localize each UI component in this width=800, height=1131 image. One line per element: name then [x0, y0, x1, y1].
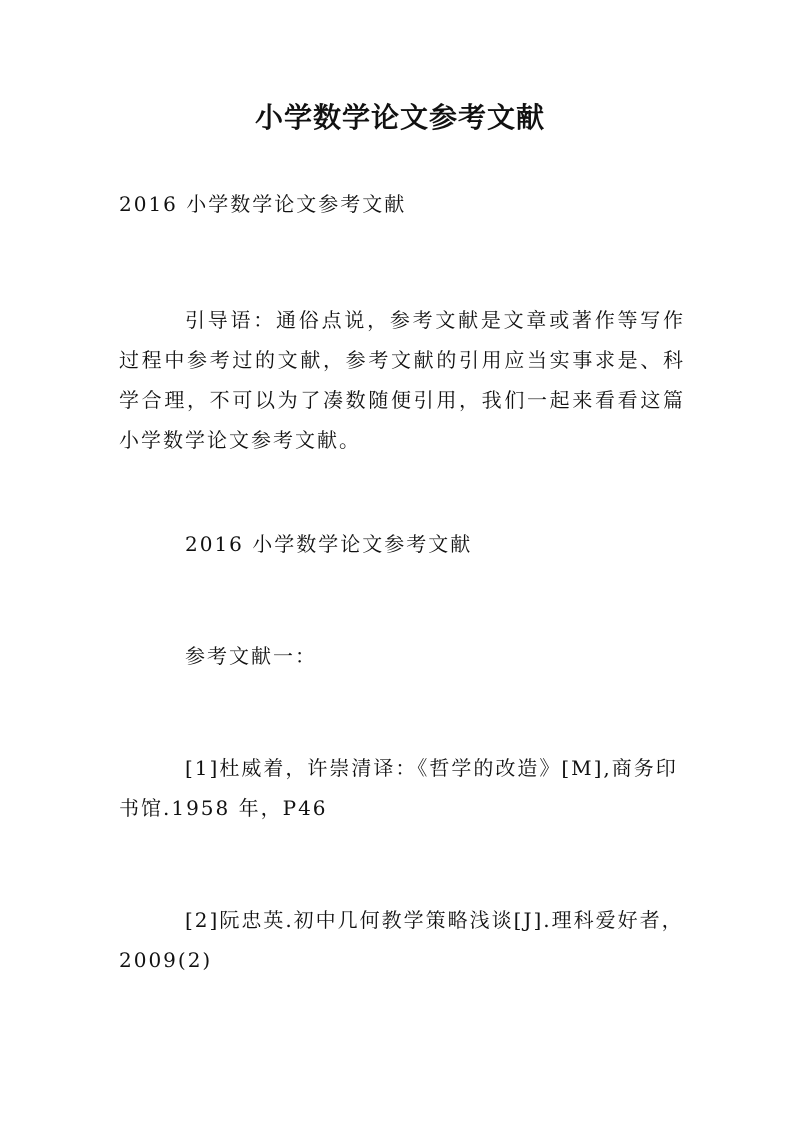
reference-list-heading: 参考文献一：	[185, 644, 317, 668]
intro-paragraph: 引导语：通俗点说，参考文献是文章或著作等写作过程中参考过的文献，参考文献的引用应当实事求是、科学合理，不可以为了凑数随便引用，我们一起来看看这篇小学数学论文参考文献。	[119, 308, 685, 452]
document-subtitle: 2016 小学数学论文参考文献	[119, 192, 407, 216]
reference-item: [1]杜威着，许崇清译：《哲学的改造》[M],商务印书馆.1958 年，P46	[119, 756, 678, 820]
reference-item: [2]阮忠英.初中几何教学策略浅谈[J].理科爱好者，2009(2)	[119, 908, 684, 972]
document-title: 小学数学论文参考文献	[254, 101, 545, 134]
section-heading: 2016 小学数学论文参考文献	[185, 532, 473, 556]
